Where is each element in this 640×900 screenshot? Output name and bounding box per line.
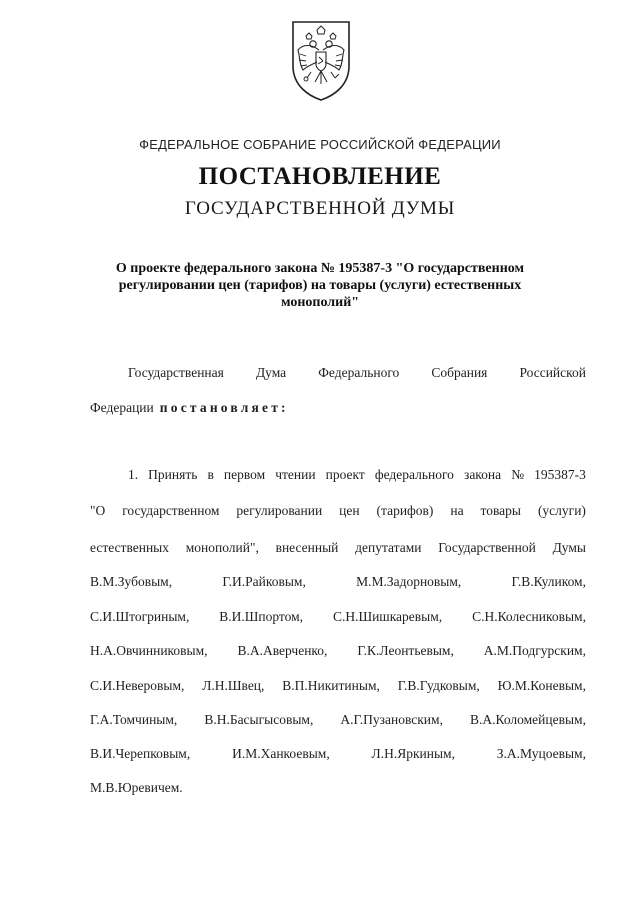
paragraph-line (90, 540, 586, 560)
deputy-name: Г.К.Леонтьевым, (357, 643, 454, 658)
preamble-word: Государственная (128, 365, 224, 380)
word: регулировании (236, 503, 323, 518)
deputy-name: С.И.Штогриным, (90, 609, 190, 624)
word: Государственной (438, 540, 536, 555)
resolution-subject (100, 260, 540, 311)
decree-verb: постановляет: (159, 400, 289, 415)
word: естественных (90, 540, 169, 555)
preamble-word: Федерального (318, 365, 400, 380)
deputy-name: З.А.Муцоевым, (496, 746, 586, 761)
word: (тарифов) (376, 503, 434, 518)
word: чтении (275, 467, 316, 482)
word: проект (325, 467, 365, 482)
word: закона (463, 467, 502, 482)
document-title: ПОСТАНОВЛЕНИЕ (198, 163, 442, 190)
deputy-name: Л.Н.Яркиным, (371, 746, 455, 761)
subject-line: монополий" (280, 295, 360, 310)
deputy-name: Н.А.Овчинниковым, (90, 643, 208, 658)
deputy-name: В.И.Шпортом, (219, 609, 304, 624)
deputy-name: А.Г.Пузановским, (340, 712, 443, 727)
coat-of-arms-emblem (289, 20, 353, 102)
deputy-name: С.Н.Шишкаревым, (332, 609, 443, 624)
deputy-name: С.И.Неверовым, (90, 678, 185, 693)
deputy-name: В.И.Черепковым, (90, 746, 191, 761)
word: (услуги) (537, 503, 586, 518)
preamble-word: Собрания (431, 365, 488, 380)
subject-line: О проекте федерального закона № 195387-3 "О государственном (115, 261, 525, 276)
deputy-name: Г.В.Гудковым, (397, 678, 480, 693)
deputy-name: Г.А.Томчиным, (90, 712, 178, 727)
deputy-name: В.А.Коломейцевым, (469, 712, 586, 727)
paragraph-line (90, 678, 586, 698)
deputy-name: И.М.Ханкоевым, (232, 746, 330, 761)
word: монополий", (185, 540, 259, 555)
paragraph-line (90, 609, 586, 629)
word: государственном (122, 503, 220, 518)
paragraph-line (90, 712, 586, 732)
deputy-name: А.М.Подгурским, (483, 643, 586, 658)
word: депутатами (355, 540, 422, 555)
parliament-header: ФЕДЕРАЛЬНОЕ СОБРАНИЕ РОССИЙСКОЙ ФЕДЕРАЦИИ (139, 137, 501, 152)
paragraph-line (90, 746, 586, 766)
word: 1. (128, 467, 139, 482)
paragraph-line (90, 574, 586, 594)
deputy-name: В.М.Зубовым, (90, 574, 173, 589)
word: федерального (374, 467, 454, 482)
deputy-name: Ю.М.Коневым, (497, 678, 586, 693)
word: в (207, 467, 214, 482)
deputy-name: М.В.Юревичем. (90, 780, 183, 795)
word: "О (90, 503, 106, 518)
preamble-word: Российской (519, 365, 586, 380)
word: внесенный (275, 540, 339, 555)
word: цен (339, 503, 360, 518)
word: 195387-3 (534, 467, 586, 482)
deputy-name: Г.И.Райковым, (222, 574, 306, 589)
deputy-name: С.Н.Колесниковым, (472, 609, 586, 624)
preamble-word: Дума (255, 365, 287, 380)
paragraph-line (90, 503, 586, 523)
word: Думы (552, 540, 586, 555)
document-subtitle: ГОСУДАРСТВЕННОЙ ДУМЫ (184, 198, 456, 219)
paragraph-line (128, 467, 586, 487)
word: на (450, 503, 464, 518)
deputy-name: В.П.Никитиным, (282, 678, 380, 693)
deputy-name: Л.Н.Швец, (202, 678, 265, 693)
deputy-name: М.М.Задорновым, (356, 574, 462, 589)
preamble-word: Федерации (90, 400, 154, 415)
word: товары (480, 503, 521, 518)
deputy-name: В.Н.Басыгысовым, (204, 712, 314, 727)
word: первом (223, 467, 266, 482)
paragraph-line (90, 780, 586, 800)
paragraph-line (90, 643, 586, 663)
deputy-name: В.А.Аверченко, (237, 643, 328, 658)
word: № (511, 467, 525, 482)
deputy-name: Г.В.Куликом, (511, 574, 586, 589)
preamble-line (128, 365, 586, 385)
word: Принять (148, 467, 198, 482)
preamble-line (90, 400, 586, 420)
subject-line: регулировании цен (тарифов) на товары (услуги) естественных (118, 278, 522, 293)
